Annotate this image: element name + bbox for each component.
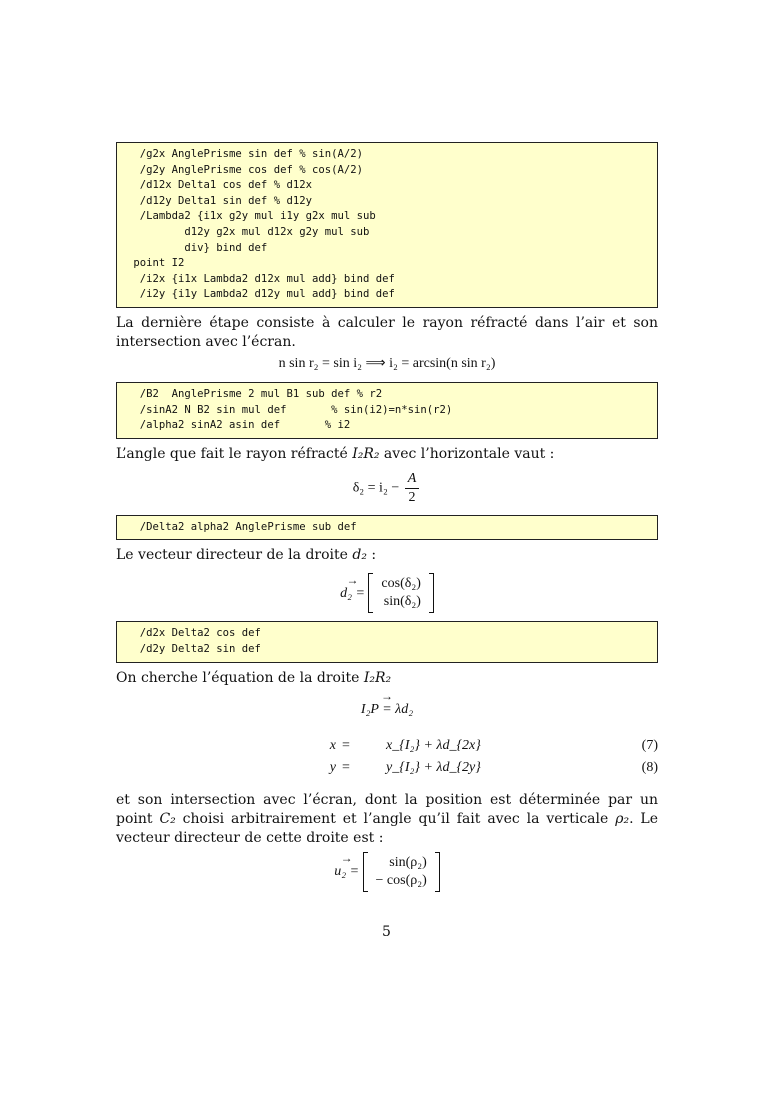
code-block-4: /d2x Delta2 cos def /d2y Delta2 sin def: [116, 621, 658, 662]
symbol-rho2: ρ₂: [615, 810, 630, 827]
equation-line-vector: → I₂P = λd₂: [361, 700, 413, 719]
page-content: [116, 142, 658, 900]
symbol-I2R2-line: I₂R₂: [363, 669, 392, 686]
equation-u2-vector: [116, 852, 658, 892]
paragraph-angle-after: avec l’horizontale vaut :: [379, 445, 555, 462]
equation-number-8: (8): [641, 759, 658, 775]
paragraph-screen-before: et son intersection avec l’écran, dont la position est déterminée par un point: [116, 791, 658, 827]
code-block-3: /Delta2 alpha2 AnglePrisme sub def: [116, 515, 658, 541]
matrix-u2-cells: [368, 854, 435, 890]
equation-line: [116, 700, 658, 719]
aligned-rhs-x: x_{I₂} + λd_{2x}: [386, 737, 481, 753]
aligned-rel-y: =: [342, 759, 350, 775]
matrix-u2-row2: − cos(ρ₂): [375, 872, 427, 888]
right-bracket: [429, 573, 434, 613]
paragraph-line-before: On cherche l’équation de la droite: [116, 669, 364, 686]
vector-d2-label: → d₂ =: [340, 584, 365, 603]
vector-u2-label: → u₂ =: [334, 862, 359, 881]
paragraph-direction-after: :: [366, 547, 377, 564]
matrix-d2-row1: cos(δ₂): [381, 576, 421, 592]
paragraph-screen-intersection: [116, 791, 658, 848]
paragraph-direction-vector: [116, 546, 658, 565]
symbol-C2: C₂: [159, 810, 176, 827]
fraction-A-over-2: [405, 470, 420, 507]
equation-d2-vector: [116, 573, 658, 613]
equation-delta2: [116, 470, 658, 507]
matrix-d2-row2: sin(δ₂): [383, 594, 421, 610]
fraction-numerator: A: [405, 470, 420, 489]
paragraph-line-equation: [116, 669, 658, 688]
matrix-d2: [368, 573, 433, 613]
equation-delta2-lhs: δ₂ = i₂ −: [352, 480, 400, 496]
fraction-denominator: 2: [408, 489, 416, 505]
aligned-lhs-y: y: [329, 759, 336, 775]
paragraph-refracted-ray: La dernière étape consiste à calculer le rayon réfracté dans l’air et son intersection avec l’écran.: [116, 314, 658, 350]
paragraph-screen-mid: choisi arbitrairement et l’angle qu’il fait avec la verticale: [175, 810, 616, 827]
matrix-u2: [363, 852, 440, 892]
paragraph-angle-before: L’angle que fait le rayon réfracté: [116, 445, 353, 462]
equation-number-7: (7): [641, 737, 658, 753]
matrix-d2-cells: [373, 575, 428, 611]
aligned-rel-x: =: [342, 737, 350, 753]
code-block-1: /g2x AnglePrisme sin def % sin(A/2) /g2y AnglePrisme cos def % cos(A/2) /d12x Delta1 cos def % d12x /d12y Delta1 sin def % d12y /Lambda2 {i1x g2y mul i1y g2x mul sub d12y g2x mul d12x g2y mul sub div} bind def point I2 /i2x {i1x Lambda2 d12x mul add} bind def /i2y {i1y Lambda2 d12y mul add} bind def: [116, 142, 658, 308]
matrix-u2-row1: sin(ρ₂): [389, 854, 427, 870]
code-block-2: /B2 AnglePrisme 2 mul B1 sub def % r2 /sinA2 N B2 sin mul def % sin(i2)=n*sin(r2) /alpha2 sinA2 asin def % i2: [116, 382, 658, 439]
paragraph-direction-before: Le vecteur directeur de la droite: [116, 547, 353, 564]
paragraph-angle: [116, 445, 658, 464]
aligned-rhs-y: y_{I₂} + λd_{2y}: [386, 759, 481, 775]
right-bracket-u2: [435, 852, 440, 892]
symbol-I2R2: I₂R₂: [352, 445, 380, 462]
aligned-lhs-x: x: [329, 737, 336, 753]
equation-snell: n sin r₂ = sin i₂ ⟹ i₂ = arcsin(n sin r₂): [278, 355, 496, 371]
paragraph-screen-after: . Le vecteur directeur de cette droite est :: [116, 810, 659, 846]
page-number: 5: [382, 924, 391, 940]
symbol-d2: d₂: [352, 547, 367, 564]
aligned-equations: [116, 735, 658, 779]
